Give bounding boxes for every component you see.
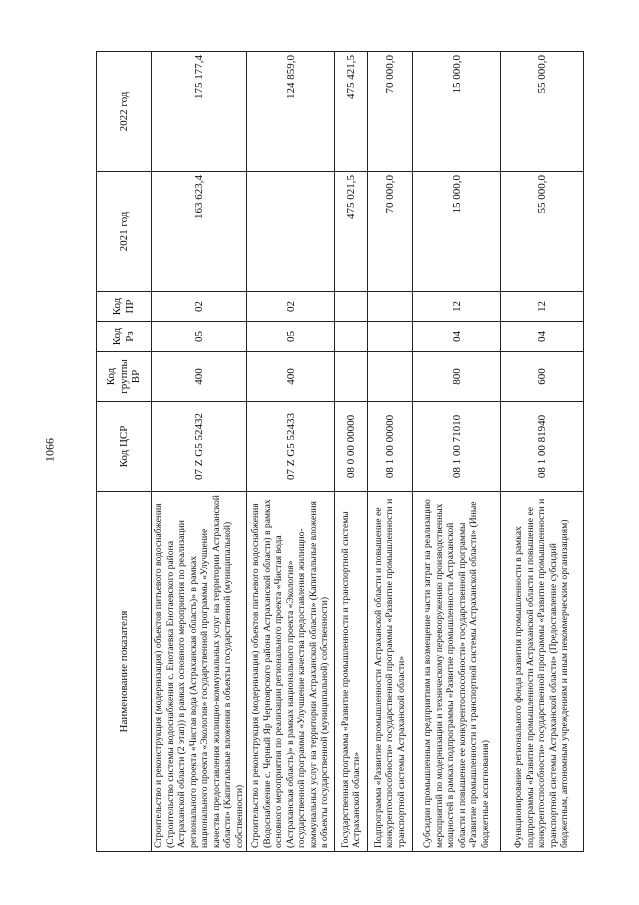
row-2021: 70 000,0 [368,172,413,292]
table-row [501,52,584,852]
row-2021: 55 000,0 [501,172,584,292]
row-name: Строительство и реконструкция (модернизация) объектов питьевого водоснабжения (Строительство системы водоснабжения с. Енотаевка Енотаевского района Астраханской области (2 этап)) в рамках основного мероприятия по реализации регионального проекта «Чистая вода (Астраханская область)» в рамках национального проекта «Экология» государственной программы «Улучшение качества предоставления жилищно-коммунальных услуг на территории Астраханской области» (Капитальные вложения в объекты государственной (муниципальной) собственности) [152,492,247,852]
row-2022: 70 000,0 [368,52,413,172]
row-csr: 07 Z G5 52432 [152,402,247,492]
row-pr: 02 [152,292,247,322]
row-vr: 800 [413,352,501,402]
row-vr [335,352,368,402]
row-vr [368,352,413,402]
row-2022: 124 859,0 [247,52,335,172]
header-rz: Код Рз [97,322,152,352]
row-csr: 08 0 00 00000 [335,402,368,492]
row-rz: 05 [152,322,247,352]
row-pr [368,292,413,322]
row-name: Подпрограмма «Развитие промышленности Астраханской области и повышение ее конкурентоспособности» государственной программы «Развитие промышленности и транспортной системы Астраханской области» [368,492,413,852]
row-2021: 15 000,0 [413,172,501,292]
rotated-budget-table [96,52,576,852]
row-rz: 04 [413,322,501,352]
page-number: 1066 [42,438,57,462]
row-2021: 475 021,5 [335,172,368,292]
table-row [247,52,335,852]
table-row [335,52,368,852]
row-pr: 02 [247,292,335,322]
row-vr: 600 [501,352,584,402]
row-rz [368,322,413,352]
budget-table [96,51,584,852]
table-row [413,52,501,852]
row-2022: 175 177,4 [152,52,247,172]
header-vr: Код группы ВР [97,352,152,402]
row-2021 [247,172,335,292]
row-vr: 400 [152,352,247,402]
row-rz: 05 [247,322,335,352]
row-csr: 08 1 00 00000 [368,402,413,492]
header-2022: 2022 год [97,52,152,172]
row-2021: 163 623,4 [152,172,247,292]
header-csr: Код ЦСР [97,402,152,492]
row-name: Функционирование регионального фонда развития промышленности в рамках подпрограммы «Развитие промышленности Астраханской области и повышение ее конкурентоспособности» государственной программы «Развитие промышленности и транспортной системы Астраханской области» (Предоставление субсидий бюджетным, автономным учреждениям и иным некоммерческим организациям) [501,492,584,852]
row-name: Строительство и реконструкция (модернизация) объектов питьевого водоснабжения (Водоснабжение с. Черный Яр Черноярского района Астраханской области) в рамках основного мероприятия по реализации регионального проекта «Чистая вода (Астраханская область)» в рамках национального проекта «Экология» государственной программы «Улучшение качества предоставления жилищно-коммунальных услуг на территории Астраханской области» (Капитальные вложения в объекты государственной (муниципальной) собственности) [247,492,335,852]
row-2022: 15 000,0 [413,52,501,172]
header-pr: Код ПР [97,292,152,322]
table-row [152,52,247,852]
row-csr: 07 Z G5 52433 [247,402,335,492]
row-rz [335,322,368,352]
table-row [368,52,413,852]
row-2022: 475 421,5 [335,52,368,172]
row-rz: 04 [501,322,584,352]
table-header-row [97,52,152,852]
row-pr [335,292,368,322]
header-name: Наименование показателя [97,492,152,852]
header-2021: 2021 год [97,172,152,292]
row-name: Государственная программа «Развитие промышленности и транспортной системы Астраханской области» [335,492,368,852]
row-csr: 08 1 00 81940 [501,402,584,492]
row-2022: 55 000,0 [501,52,584,172]
row-name: Субсидии промышленным предприятиям на возмещение части затрат на реализацию мероприятий по модернизации и техническому перевооружению производственных мощностей в рамках подпрограммы «Развитие промышленности Астраханской области и повышение ее конкурентоспособности» государственной программы «Развитие промышленности и транспортной системы Астраханской области» (Иные бюджетные ассигнования) [413,492,501,852]
row-vr: 400 [247,352,335,402]
row-pr: 12 [413,292,501,322]
row-pr: 12 [501,292,584,322]
row-csr: 08 1 00 71010 [413,402,501,492]
